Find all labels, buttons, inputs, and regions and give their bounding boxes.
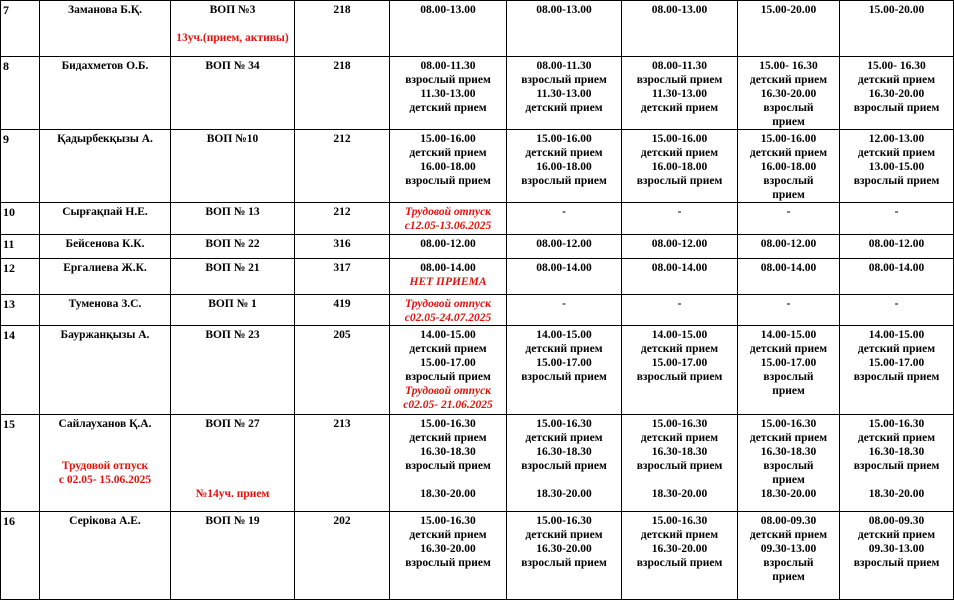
schedule-time-line: 16.00-18.00 <box>760 161 817 173</box>
section-name: ВОП № 19 <box>205 515 260 527</box>
section-note: №14уч. прием <box>195 488 270 500</box>
schedule-time-line: прием <box>772 385 805 397</box>
room-number: 212 <box>295 130 390 203</box>
schedule-time-line: прием <box>772 116 805 128</box>
schedule-time-line: детский прием <box>640 147 719 159</box>
schedule-time-line: взрослый прием <box>521 557 607 569</box>
room-number: 317 <box>295 259 390 295</box>
schedule-cell <box>507 295 622 326</box>
schedule-cell <box>738 295 840 326</box>
schedule-cell <box>390 57 507 130</box>
line-gap <box>392 473 504 487</box>
schedule-time-line: 18.30-20.00 <box>868 488 925 500</box>
schedule-cell <box>390 1 507 57</box>
schedule-time-line: 14.00-15.00 <box>868 329 925 341</box>
schedule-cell <box>507 130 622 203</box>
schedule-time-line: детский прием <box>525 529 603 541</box>
schedule-cell <box>507 1 622 57</box>
schedule-time-line: 14.00-15.00 <box>651 329 708 341</box>
vacation-text: с02.05-24.07.2025 <box>404 312 492 324</box>
schedule-time-line: 08.00-12.00 <box>760 238 817 250</box>
schedule-time-line: взрослый прием <box>405 557 491 569</box>
schedule-cell <box>507 235 622 259</box>
schedule-time-line: 16.30-18.30 <box>868 446 925 458</box>
schedule-time-line: 15.00-16.30 <box>420 515 476 527</box>
schedule-time-line: 08.00-14.00 <box>760 262 817 274</box>
schedule-time-line: 08.00-11.30 <box>420 60 476 72</box>
schedule-cell <box>622 130 738 203</box>
schedule-cell <box>507 203 622 235</box>
vacation-cell <box>390 203 507 235</box>
row-number: 14 <box>1 326 40 415</box>
schedule-time-line: 15.00-16.00 <box>536 133 592 145</box>
schedule-time-line: 15.00-16.00 <box>651 133 708 145</box>
schedule-time-line: 13.00-15.00 <box>868 161 925 173</box>
section-name: ВОП № 21 <box>205 262 260 274</box>
room-number: 419 <box>295 295 390 326</box>
schedule-time-line: взрослый прием <box>521 371 607 383</box>
schedule-time-line: 16.30-20.00 <box>536 543 592 555</box>
schedule-time-line: 08.00-13.00 <box>651 4 708 16</box>
section-name: ВОП № 1 <box>208 298 257 310</box>
schedule-time-line: 15.00-16.30 <box>420 418 476 430</box>
schedule-cell <box>840 203 954 235</box>
schedule-time-line: 16.00-18.00 <box>420 161 476 173</box>
schedule-cell <box>622 259 738 295</box>
section-cell <box>171 512 295 600</box>
section-cell <box>171 235 295 259</box>
schedule-time-line: - <box>894 298 899 310</box>
section-cell <box>171 203 295 235</box>
schedule-time-line: взрослый <box>763 371 814 383</box>
schedule-cell <box>840 235 954 259</box>
schedule-time-line: 16.30-18.30 <box>651 446 708 458</box>
doctor-name: Заманова Б.Қ. <box>68 4 142 16</box>
schedule-cell <box>622 235 738 259</box>
schedule-time-line: 08.00-12.00 <box>420 238 476 250</box>
schedule-time-line: детский прием <box>857 529 936 541</box>
table-row <box>1 295 954 326</box>
schedule-time-line: детский прием <box>640 432 719 444</box>
schedule-time-line: взрослый прием <box>405 460 491 472</box>
room-number: 205 <box>295 326 390 415</box>
section-cell <box>171 326 295 415</box>
schedule-time-line: 18.30-20.00 <box>651 488 708 500</box>
schedule-time-line: взрослый прием <box>636 460 723 472</box>
schedule-cell <box>507 512 622 600</box>
schedule-time-line: детский прием <box>525 432 603 444</box>
doctor-name: Сырғақпай Н.Е. <box>62 206 148 218</box>
schedule-time-line: 18.30-20.00 <box>420 488 476 500</box>
table-row <box>1 512 954 600</box>
line-gap <box>42 445 168 459</box>
schedule-time-line: взрослый прием <box>636 175 723 187</box>
schedule-time-line: 08.00-09.30 <box>868 515 925 527</box>
schedule-time-line: взрослый прием <box>853 102 940 114</box>
section-cell <box>171 57 295 130</box>
vacation-text: Трудовой отпуск <box>405 206 491 218</box>
table-row <box>1 57 954 130</box>
schedule-cell <box>738 259 840 295</box>
schedule-time-line: 15.00-16.30 <box>868 418 925 430</box>
schedule-time-line: взрослый прием <box>853 371 940 383</box>
doctor-name-cell <box>40 235 171 259</box>
schedule-time-line: 09.30-13.00 <box>868 543 925 555</box>
schedule-cell <box>390 415 507 512</box>
schedule-cell <box>507 415 622 512</box>
schedule-time-line: взрослый <box>763 460 814 472</box>
schedule-cell <box>840 326 954 415</box>
schedule-time-line: 15.00- 16.30 <box>867 60 926 72</box>
schedule-cell <box>738 326 840 415</box>
section-cell <box>171 415 295 512</box>
schedule-time-line: 15.00-16.30 <box>760 418 817 430</box>
schedule-time-line: 15.00-16.30 <box>536 515 592 527</box>
doctor-name: Бидахметов О.Б. <box>61 60 149 72</box>
schedule-time-line: взрослый прием <box>853 460 940 472</box>
schedule-time-line: 16.30-20.00 <box>651 543 708 555</box>
doctor-name: Сайлауханов Қ.А. <box>58 418 152 430</box>
doctor-name-cell <box>40 259 171 295</box>
schedule-time-line: 16.30-18.30 <box>536 446 592 458</box>
schedule-time-line: детский прием <box>749 432 828 444</box>
schedule-time-line: 15.00- 16.30 <box>759 60 818 72</box>
line-gap <box>173 459 292 473</box>
doctor-name-cell <box>40 57 171 130</box>
line-gap <box>173 17 292 31</box>
room-number: 212 <box>295 203 390 235</box>
vacation-cell <box>390 295 507 326</box>
schedule-time-line: детский прием <box>525 147 603 159</box>
schedule-cell <box>840 259 954 295</box>
schedule-time-line: - <box>786 206 791 218</box>
schedule-time-line: взрослый <box>763 175 814 187</box>
schedule-time-line: 14.00-15.00 <box>536 329 592 341</box>
doctor-name-cell <box>40 415 171 512</box>
schedule-time-line: 08.00-12.00 <box>868 238 925 250</box>
schedule-cell <box>390 326 507 415</box>
schedule-cell <box>738 415 840 512</box>
schedule-cell <box>840 415 954 512</box>
schedule-time-line: детский прием <box>525 102 603 114</box>
vacation-note: Трудовой отпуск <box>61 460 149 472</box>
section-name: ВОП №3 <box>209 4 256 16</box>
section-cell <box>171 295 295 326</box>
vacation-note: с 02.05- 15.06.2025 <box>58 474 152 486</box>
schedule-time-line: 08.00-09.30 <box>760 515 817 527</box>
room-number: 218 <box>295 57 390 130</box>
schedule-time-line: прием <box>772 474 805 486</box>
table-row <box>1 326 954 415</box>
room-number: 213 <box>295 415 390 512</box>
schedule-time-line: 08.00-12.00 <box>651 238 708 250</box>
schedule-cell <box>738 235 840 259</box>
doctor-name-cell <box>40 295 171 326</box>
schedule-time-line: детский прием <box>409 147 487 159</box>
schedule-time-line: 18.30-20.00 <box>536 488 592 500</box>
schedule-time-line: детский прием <box>640 102 719 114</box>
schedule-time-line: взрослый прием <box>636 371 723 383</box>
room-number: 316 <box>295 235 390 259</box>
line-gap <box>173 431 292 445</box>
line-gap <box>509 473 619 487</box>
schedule-time-line: 16.30-20.00 <box>868 88 925 100</box>
schedule-time-line: 15.00-16.30 <box>651 515 708 527</box>
room-number: 202 <box>295 512 390 600</box>
schedule-time-line: взрослый <box>763 102 814 114</box>
schedule-cell <box>622 1 738 57</box>
schedule-time-line: 15.00-16.30 <box>536 418 592 430</box>
schedule-time-line: взрослый прием <box>405 175 491 187</box>
schedule-cell <box>840 295 954 326</box>
room-number: 218 <box>295 1 390 57</box>
schedule-cell <box>840 512 954 600</box>
schedule-cell <box>390 512 507 600</box>
schedule-time-line: 15.00-17.00 <box>868 357 925 369</box>
schedule-cell <box>622 415 738 512</box>
doctor-name-cell <box>40 130 171 203</box>
schedule-cell <box>507 57 622 130</box>
doctor-name-cell <box>40 512 171 600</box>
schedule-cell <box>507 259 622 295</box>
schedule-cell <box>622 57 738 130</box>
schedule-time-line: 08.00-13.00 <box>536 4 592 16</box>
doctor-name: Қадырбекқызы А. <box>57 133 153 145</box>
schedule-time-line: 16.30-20.00 <box>420 543 476 555</box>
section-name: ВОП № 13 <box>205 206 260 218</box>
schedule-time-line: взрослый прием <box>521 175 607 187</box>
schedule-time-line: взрослый <box>763 557 814 569</box>
schedule-time-line: 08.00-14.00 <box>868 262 925 274</box>
schedule-time-line: детский прием <box>857 74 936 86</box>
table-row <box>1 130 954 203</box>
schedule-time-line: 18.30-20.00 <box>760 488 817 500</box>
schedule-time-line: 15.00-17.00 <box>536 357 592 369</box>
schedule-time-line: 08.00-14.00 <box>420 262 476 274</box>
schedule-time-line: 15.00-17.00 <box>420 357 476 369</box>
row-number: 15 <box>1 415 40 512</box>
row-number: 13 <box>1 295 40 326</box>
section-name: ВОП № 27 <box>205 418 260 430</box>
schedule-time-line: - <box>677 298 682 310</box>
schedule-time-line: детский прием <box>857 147 936 159</box>
schedule-time-line: детский прием <box>409 102 487 114</box>
schedule-time-line: - <box>786 298 791 310</box>
schedule-time-line: взрослый прием <box>853 557 940 569</box>
vacation-text: с12.05-13.06.2025 <box>404 220 492 232</box>
row-number: 8 <box>1 57 40 130</box>
schedule-time-line: 08.00-14.00 <box>536 262 592 274</box>
schedule-time-line: детский прием <box>409 529 487 541</box>
vacation-text: с02.05- 21.06.2025 <box>403 399 493 411</box>
schedule-time-line: 15.00-17.00 <box>760 357 817 369</box>
schedule-time-line: 15.00-17.00 <box>651 357 708 369</box>
schedule-time-line: - <box>562 206 566 218</box>
section-cell <box>171 1 295 57</box>
schedule-time-line: взрослый прием <box>853 175 940 187</box>
schedule-time-line: 15.00-20.00 <box>760 4 817 16</box>
schedule-time-line: взрослый прием <box>636 557 723 569</box>
section-name: ВОП № 22 <box>205 238 260 250</box>
row-number: 10 <box>1 203 40 235</box>
schedule-cell <box>390 259 507 295</box>
schedule-cell <box>738 1 840 57</box>
doctor-name: Бауржанқызы А. <box>60 329 150 341</box>
schedule-time-line: взрослый прием <box>405 371 491 383</box>
schedule-time-line: 08.00-14.00 <box>651 262 708 274</box>
schedule-time-line: 16.00-18.00 <box>536 161 592 173</box>
schedule-cell <box>507 326 622 415</box>
schedule-cell <box>622 326 738 415</box>
row-number: 12 <box>1 259 40 295</box>
section-note: 13уч.(прием, активы) <box>176 32 289 44</box>
schedule-time-line: детский прием <box>749 74 828 86</box>
schedule-time-line: - <box>562 298 566 310</box>
doctor-name-cell <box>40 203 171 235</box>
schedule-time-line: 11.30-13.00 <box>420 88 476 100</box>
schedule-cell <box>738 203 840 235</box>
table-row <box>1 203 954 235</box>
section-name: ВОП №10 <box>206 133 259 145</box>
schedule-time-line: - <box>894 206 899 218</box>
schedule-time-line: детский прием <box>749 343 828 355</box>
schedule-time-line: 16.30-20.00 <box>760 88 817 100</box>
schedule-time-line: детский прием <box>409 343 487 355</box>
section-cell <box>171 259 295 295</box>
schedule-cell <box>840 1 954 57</box>
schedule-time-line: детский прием <box>640 529 719 541</box>
schedule-time-line: детский прием <box>525 343 603 355</box>
schedule-cell <box>738 512 840 600</box>
schedule-time-line: детский прием <box>749 529 828 541</box>
no-reception-text: НЕТ ПРИЕМА <box>409 276 487 288</box>
schedule-time-line: 14.00-15.00 <box>420 329 476 341</box>
schedule-time-line: детский прием <box>857 432 936 444</box>
schedule-time-line: детский прием <box>749 147 828 159</box>
row-number: 11 <box>1 235 40 259</box>
schedule-time-line: 11.30-13.00 <box>536 88 592 100</box>
line-gap <box>173 445 292 459</box>
schedule-time-line: детский прием <box>409 432 487 444</box>
schedule-time-line: взрослый прием <box>405 74 491 86</box>
schedule-cell <box>390 130 507 203</box>
schedule-time-line: 08.00-13.00 <box>420 4 476 16</box>
schedule-time-line: 15.00-16.30 <box>651 418 708 430</box>
schedule-cell <box>738 57 840 130</box>
schedule-time-line: 12.00-13.00 <box>868 133 925 145</box>
doctor-name: Серікова А.Е. <box>69 515 141 527</box>
row-number: 7 <box>1 1 40 57</box>
schedule-cell <box>622 295 738 326</box>
section-cell <box>171 130 295 203</box>
schedule-time-line: 08.00-12.00 <box>536 238 592 250</box>
schedule-time-line: 14.00-15.00 <box>760 329 817 341</box>
table-row <box>1 259 954 295</box>
schedule-cell <box>738 130 840 203</box>
schedule-time-line: 16.00-18.00 <box>651 161 708 173</box>
schedule-cell <box>390 235 507 259</box>
doctor-name: Туменова З.С. <box>68 298 142 310</box>
doctor-name: Бейсенова К.К. <box>65 238 145 250</box>
table-row <box>1 415 954 512</box>
schedule-time-line: 11.30-13.00 <box>652 88 707 100</box>
schedule-time-line: 15.00-20.00 <box>868 4 925 16</box>
section-name: ВОП № 23 <box>205 329 260 341</box>
schedule-time-line: взрослый прием <box>636 74 723 86</box>
row-number: 9 <box>1 130 40 203</box>
schedule-time-line: детский прием <box>640 343 719 355</box>
table-row <box>1 235 954 259</box>
schedule-time-line: взрослый прием <box>521 74 607 86</box>
section-name: ВОП № 34 <box>205 60 260 72</box>
schedule-time-line: прием <box>772 571 805 583</box>
schedule-time-line: 16.30-18.30 <box>420 446 476 458</box>
row-number: 16 <box>1 512 40 600</box>
doctor-name-cell <box>40 1 171 57</box>
schedule-time-line: 15.00-16.00 <box>760 133 817 145</box>
vacation-text: Трудовой отпуск <box>405 298 491 310</box>
schedule-time-line: 09.30-13.00 <box>760 543 817 555</box>
doctor-name: Ергалиева Ж.К. <box>63 262 147 274</box>
schedule-time-line: 15.00-16.00 <box>420 133 476 145</box>
schedule-cell <box>622 203 738 235</box>
line-gap <box>173 473 292 487</box>
schedule-time-line: 08.00-11.30 <box>652 60 707 72</box>
vacation-text: Трудовой отпуск <box>405 385 491 397</box>
schedule-time-line: 08.00-11.30 <box>536 60 592 72</box>
schedule-time-line: детский прием <box>857 343 936 355</box>
line-gap <box>624 473 735 487</box>
schedule-time-line: - <box>677 206 682 218</box>
schedule-cell <box>840 57 954 130</box>
schedule-cell <box>840 130 954 203</box>
doctor-name-cell <box>40 326 171 415</box>
schedule-time-line: взрослый прием <box>521 460 607 472</box>
line-gap <box>42 431 168 445</box>
schedule-time-line: прием <box>772 189 805 201</box>
schedule-time-line: 16.30-18.30 <box>760 446 817 458</box>
table-row <box>1 1 954 57</box>
line-gap <box>842 473 951 487</box>
schedule-cell <box>622 512 738 600</box>
